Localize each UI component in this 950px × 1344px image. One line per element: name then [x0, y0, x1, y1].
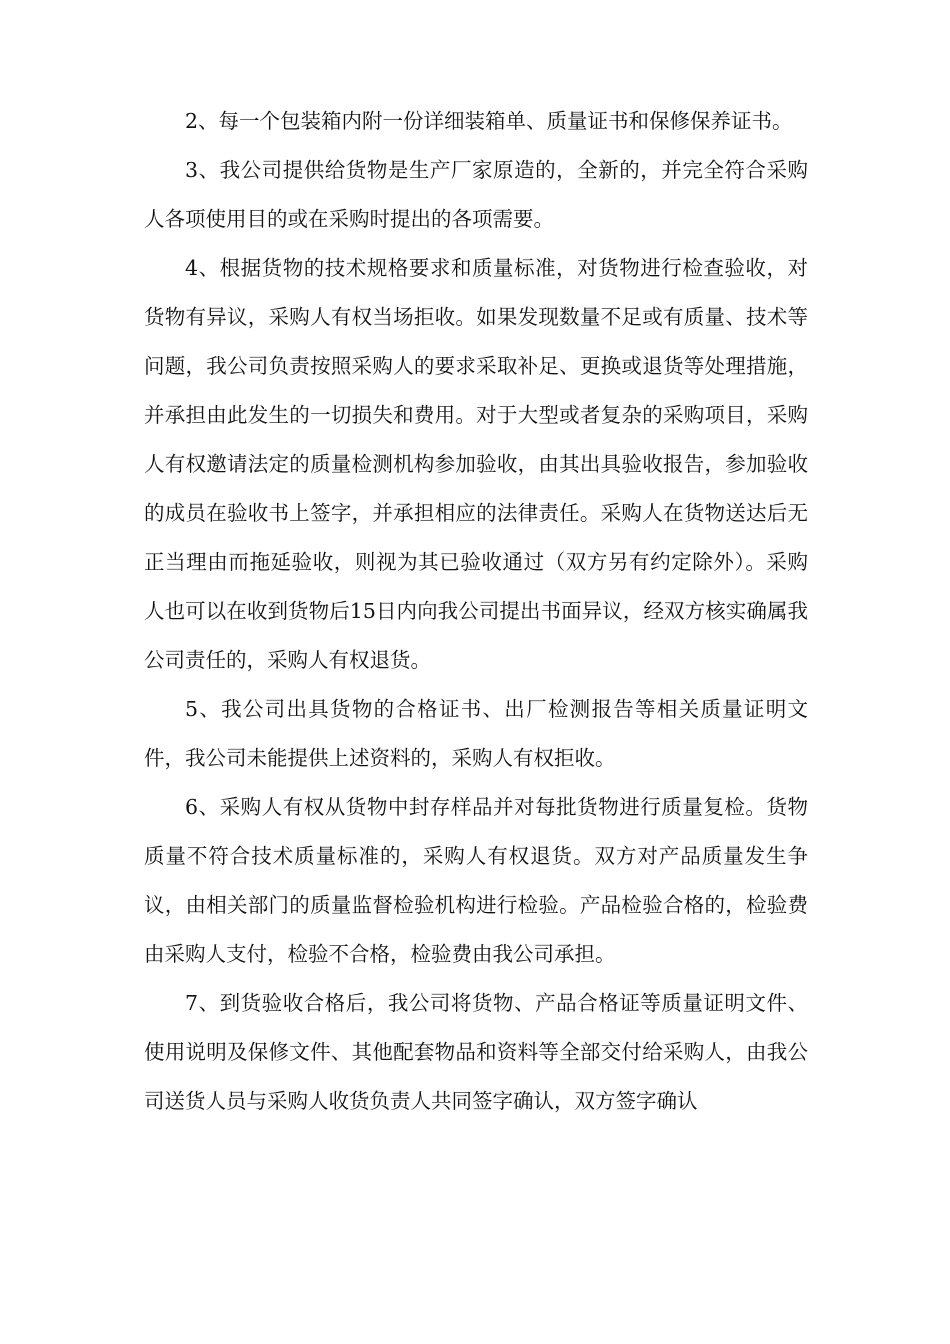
paragraph-4-text: 4、根据货物的技术规格要求和质量标准，对货物进行检查验收，对货物有异议，采购人有权当场拒收。如果发现数量不足或有质量、技术等问题，我公司负责按照采购人的要求采取补足、更换或退货等处理措施，并承担由此发生的一切损失和费用。对于大型或者复杂的采购项目，采购人有权邀请法定的质量检测机构参加验收，由其出具验收报告，参加验收的成员在验收书上签字，并承担相应的法律责任。采购人在货物送达后无正当理由而拖延验收，则视为其已验收通过（双方另有约定除外）。采购人也可以在收到货物后15日内向我公司提出书面异议，经双方核实确属我公司责任的，采购人有权退货。 [144, 256, 808, 672]
paragraph-7 [144, 979, 808, 1126]
paragraph-6 [144, 783, 808, 979]
paragraph-3-text: 3、我公司提供给货物是生产厂家原造的，全新的，并完全符合采购人各项使用目的或在采购时提出的各项需要。 [144, 158, 808, 231]
paragraph-6-text: 6、采购人有权从货物中封存样品并对每批货物进行质量复检。货物质量不符合技术质量标准的，采购人有权退货。双方对产品质量发生争议，由相关部门的质量监督检验机构进行检验。产品检验合格的，检验费由采购人支付，检验不合格，检验费由我公司承担。 [144, 795, 808, 966]
paragraph-5-text: 5、我公司出具货物的合格证书、出厂检测报告等相关质量证明文件，我公司未能提供上述资料的，采购人有权拒收。 [144, 697, 808, 770]
paragraph-3 [144, 146, 808, 244]
document-body [144, 97, 808, 1126]
paragraph-2 [144, 97, 808, 146]
paragraph-5 [144, 685, 808, 783]
paragraph-2-text: 2、每一个包装箱内附一份详细装箱单、质量证书和保修保养证书。 [185, 109, 793, 133]
paragraph-7-text: 7、到货验收合格后，我公司将货物、产品合格证等质量证明文件、使用说明及保修文件、其他配套物品和资料等全部交付给采购人，由我公司送货人员与采购人收货负责人共同签字确认，双方签字确认 [144, 991, 808, 1113]
paragraph-4 [144, 244, 808, 685]
